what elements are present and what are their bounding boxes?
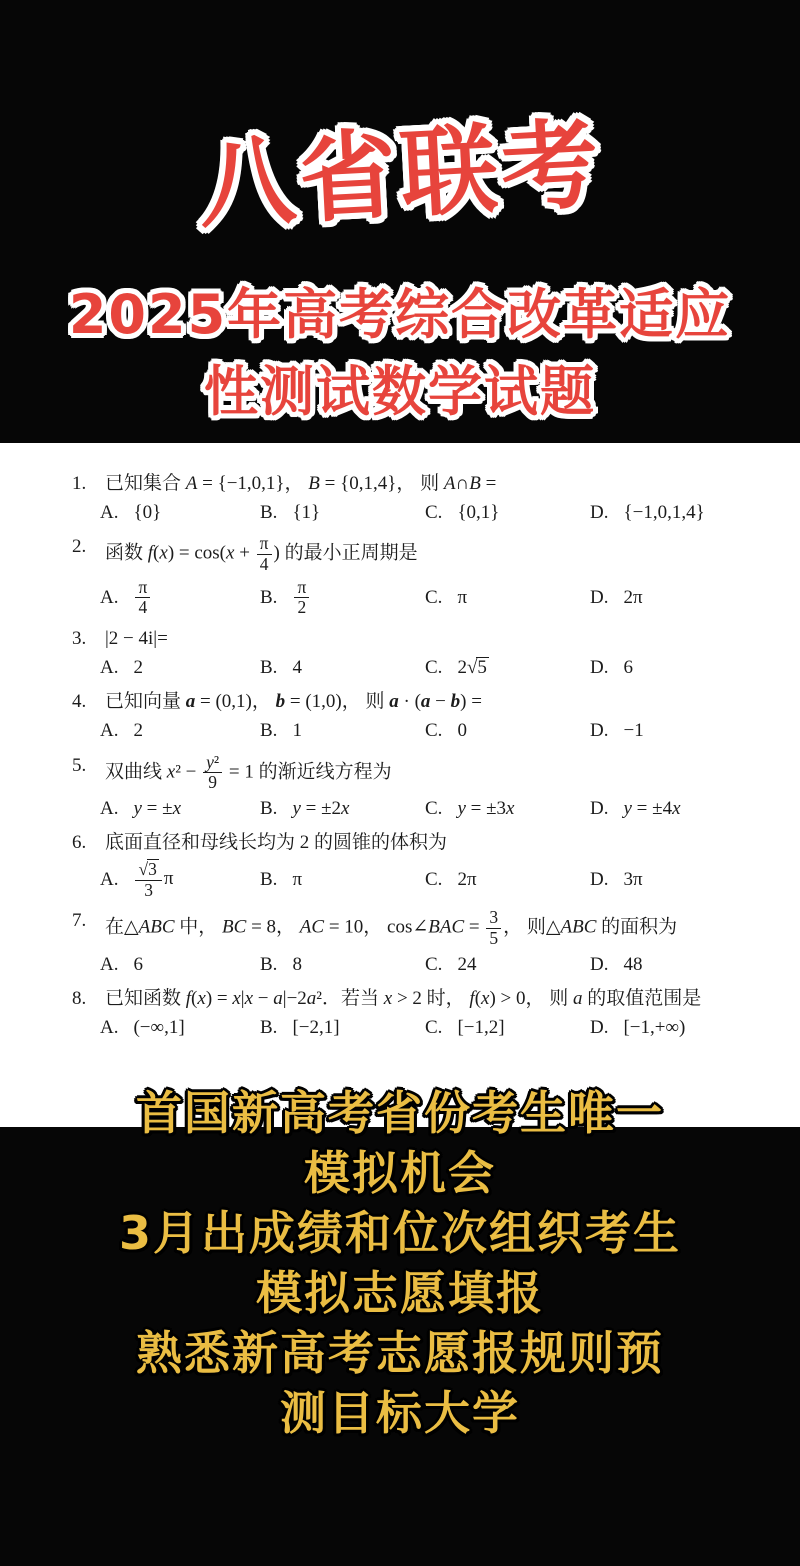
math-variable: a bbox=[573, 987, 583, 1009]
option-content: 6 bbox=[133, 953, 143, 975]
option-label: C. bbox=[425, 656, 443, 678]
math-vector: b bbox=[275, 691, 286, 713]
math-variable: AC bbox=[299, 916, 325, 938]
option bbox=[590, 718, 800, 744]
question bbox=[0, 689, 800, 744]
question-section bbox=[0, 443, 800, 1127]
question bbox=[0, 908, 800, 977]
fraction-numerator: y² bbox=[203, 753, 222, 774]
option-label: C. bbox=[425, 502, 443, 524]
fraction bbox=[135, 859, 161, 900]
fraction-numerator: π bbox=[135, 578, 150, 599]
option-content: {0} bbox=[133, 502, 162, 524]
option-content: 6 bbox=[623, 656, 633, 678]
math-variable: f bbox=[469, 987, 475, 1009]
math-variable: x bbox=[197, 987, 206, 1009]
option bbox=[260, 500, 425, 526]
option-content: −1 bbox=[623, 720, 644, 742]
math-vector: a bbox=[185, 691, 196, 713]
option-row bbox=[0, 859, 800, 900]
fraction-denominator: 4 bbox=[138, 597, 148, 618]
option-label: B. bbox=[260, 868, 278, 890]
option-content: π bbox=[292, 868, 303, 890]
math-variable: y bbox=[623, 797, 632, 819]
footer-caption-line: 熟悉新高考志愿报规则预 bbox=[136, 1326, 664, 1380]
option bbox=[590, 796, 800, 822]
option bbox=[100, 859, 260, 900]
math-variable: A bbox=[185, 473, 198, 494]
question-text: 函数 f(x) = cos(x + $\frac{\pi}{4}$ ) 的最小正周期是 bbox=[105, 533, 418, 575]
option-label: C. bbox=[425, 720, 443, 742]
option-content: 1 bbox=[292, 720, 302, 742]
fraction-denominator: 4 bbox=[259, 554, 269, 575]
option-row bbox=[0, 796, 800, 822]
fraction bbox=[203, 753, 222, 793]
option bbox=[590, 859, 800, 900]
option-content: π bbox=[457, 586, 468, 608]
math-variable: f bbox=[147, 542, 154, 564]
math-variable: x bbox=[481, 987, 490, 1009]
option-content: 2π bbox=[623, 586, 643, 608]
math-variable: x bbox=[672, 797, 681, 819]
option-content bbox=[292, 578, 311, 618]
poster-subtitle-line2: 性测试数学试题 bbox=[204, 360, 596, 423]
question-list bbox=[0, 471, 800, 1041]
option bbox=[425, 655, 590, 681]
option-label: A. bbox=[100, 586, 119, 608]
option-content: y = ±4x bbox=[623, 797, 681, 819]
question-stem bbox=[0, 830, 800, 856]
poster-title: 八省联考 bbox=[195, 107, 606, 242]
option bbox=[425, 1015, 590, 1041]
option-content: 8 bbox=[292, 953, 302, 975]
option-label: B. bbox=[260, 586, 278, 608]
radical-sign: √ bbox=[138, 859, 149, 880]
question-stem bbox=[0, 626, 800, 652]
option bbox=[590, 655, 800, 681]
option-content: [−1,+∞) bbox=[623, 1016, 686, 1038]
fraction bbox=[257, 534, 272, 574]
question bbox=[0, 830, 800, 900]
math-variable: A bbox=[443, 473, 456, 494]
option bbox=[425, 500, 590, 526]
math-variable: y bbox=[292, 797, 301, 819]
option-label: C. bbox=[425, 953, 443, 975]
question-number: 4. bbox=[72, 691, 87, 713]
option bbox=[100, 655, 260, 681]
option-label: C. bbox=[425, 586, 443, 608]
question-text: 底面直径和母线长均为 2 的圆锥的体积为 bbox=[105, 832, 448, 853]
question bbox=[0, 534, 800, 617]
question-text: 双曲线 x² − $\frac{\text{y²}}{9}$ = 1 的渐近线方程为 bbox=[105, 751, 392, 793]
option bbox=[425, 859, 590, 900]
footer-caption-line: 模拟机会 bbox=[304, 1146, 496, 1200]
option bbox=[100, 796, 260, 822]
fraction-denominator: 5 bbox=[489, 927, 499, 948]
option-label: B. bbox=[260, 953, 278, 975]
option-label: A. bbox=[100, 868, 119, 890]
question-number: 6. bbox=[72, 832, 87, 853]
option-content: 48 bbox=[623, 953, 643, 975]
radical-sign: √ bbox=[466, 656, 478, 678]
option-content: (−∞,1] bbox=[133, 1016, 185, 1038]
option-row bbox=[0, 655, 800, 681]
option-label: C. bbox=[425, 1016, 443, 1038]
option bbox=[590, 1015, 800, 1041]
math-variable: a bbox=[306, 987, 317, 1009]
radicand: 5 bbox=[477, 656, 487, 678]
option-label: D. bbox=[590, 953, 609, 975]
option-content: 24 bbox=[457, 953, 477, 975]
math-variable: B bbox=[469, 473, 481, 494]
option-label: A. bbox=[100, 1016, 119, 1038]
math-variable: f bbox=[185, 987, 192, 1009]
question-text: 已知向量 a = (0,1)， b = (1,0)， 则 a · (a − b) = bbox=[105, 691, 482, 713]
option-content: 2 bbox=[133, 656, 143, 678]
fraction-numerator: π bbox=[294, 578, 309, 599]
math-variable: y bbox=[133, 797, 142, 819]
option bbox=[100, 578, 260, 618]
option-content: 0 bbox=[457, 720, 467, 742]
math-variable: x bbox=[232, 987, 241, 1009]
question bbox=[0, 626, 800, 681]
fraction-denominator: 9 bbox=[208, 772, 217, 793]
math-variable: y bbox=[457, 797, 466, 819]
footer-caption-line: 测目标大学 bbox=[280, 1386, 520, 1440]
option bbox=[260, 1015, 425, 1041]
option-label: B. bbox=[260, 720, 278, 742]
math-variable: x bbox=[172, 797, 182, 819]
footer-caption-line: 首国新高考省份考生唯一 bbox=[136, 1086, 664, 1140]
option bbox=[260, 859, 425, 900]
option-label: A. bbox=[100, 797, 119, 819]
option bbox=[260, 796, 425, 822]
option-content: y = ±3x bbox=[457, 797, 515, 819]
question-number: 8. bbox=[72, 987, 87, 1009]
footer-caption-line: 3月出成绩和位次组织考生 bbox=[118, 1206, 681, 1260]
poster-subtitle-line1: 2025年高考综合改革适应 bbox=[68, 283, 732, 346]
question-text: 在△ABC 中， BC = 8， AC = 10， cos∠BAC = $\frac{3}{5}$ ， 则△ABC 的面积为 bbox=[105, 907, 678, 948]
option bbox=[425, 578, 590, 618]
footer-caption-line: 模拟志愿填报 bbox=[256, 1266, 544, 1320]
math-variable: a bbox=[273, 987, 283, 1009]
question bbox=[0, 986, 800, 1041]
poster-header bbox=[0, 0, 800, 443]
option-row bbox=[0, 578, 800, 618]
option bbox=[260, 655, 425, 681]
fraction-numerator: 3 bbox=[486, 908, 501, 929]
option-content: {0,1} bbox=[457, 502, 500, 524]
option-label: A. bbox=[100, 953, 119, 975]
option-label: A. bbox=[100, 720, 119, 742]
fraction-denominator: 3 bbox=[144, 879, 154, 900]
math-variable: ABC bbox=[138, 916, 175, 938]
fraction-numerator bbox=[135, 859, 161, 881]
option bbox=[590, 500, 800, 526]
question-stem bbox=[0, 471, 800, 497]
option-content: y = ±2x bbox=[292, 797, 350, 819]
question-number: 7. bbox=[72, 910, 87, 932]
option-label: D. bbox=[590, 502, 609, 524]
option-content: 4 bbox=[292, 656, 302, 678]
option-label: D. bbox=[590, 1016, 609, 1038]
option-content: y = ±x bbox=[133, 797, 182, 819]
option-label: B. bbox=[260, 502, 278, 524]
option-label: B. bbox=[260, 1016, 278, 1038]
option-content: [−1,2] bbox=[457, 1016, 505, 1038]
question-stem bbox=[0, 753, 800, 793]
option-label: D. bbox=[590, 656, 609, 678]
question-number: 2. bbox=[72, 536, 87, 558]
option-label: D. bbox=[590, 868, 609, 890]
option bbox=[260, 952, 425, 978]
math-variable: x bbox=[244, 987, 254, 1009]
option bbox=[260, 718, 425, 744]
option-row bbox=[0, 1015, 800, 1041]
question-stem bbox=[0, 689, 800, 715]
option-label: D. bbox=[590, 586, 609, 608]
option bbox=[590, 578, 800, 618]
question-text: |2 − 4i|= bbox=[105, 627, 168, 649]
math-variable: x bbox=[159, 542, 168, 564]
square-root bbox=[138, 859, 158, 880]
option-content: 3π bbox=[623, 868, 643, 890]
option-content: 2√5 bbox=[457, 655, 488, 681]
question-number: 5. bbox=[72, 754, 87, 776]
fraction bbox=[486, 908, 501, 948]
math-variable: x bbox=[506, 797, 515, 819]
math-variable: x bbox=[226, 542, 235, 564]
question bbox=[0, 753, 800, 822]
option-row bbox=[0, 952, 800, 978]
radicand: 3 bbox=[148, 859, 157, 880]
fraction bbox=[135, 578, 150, 618]
square-root bbox=[467, 655, 489, 681]
option bbox=[425, 952, 590, 978]
option bbox=[100, 1015, 260, 1041]
fraction bbox=[294, 578, 309, 618]
option-label: B. bbox=[260, 797, 278, 819]
option-content: 2π bbox=[457, 868, 477, 890]
option-content: [−2,1] bbox=[292, 1016, 340, 1038]
question bbox=[0, 471, 800, 526]
option-label: B. bbox=[260, 656, 278, 678]
option bbox=[590, 952, 800, 978]
option bbox=[100, 500, 260, 526]
option-label: C. bbox=[425, 868, 443, 890]
option-label: A. bbox=[100, 502, 119, 524]
option-content bbox=[133, 578, 152, 618]
math-variable: B bbox=[308, 473, 320, 494]
option-content: $\frac{√3}{3}$ π bbox=[133, 859, 173, 900]
option-label: D. bbox=[590, 797, 609, 819]
option-label: C. bbox=[425, 797, 443, 819]
math-vector: a bbox=[389, 691, 399, 713]
question-number: 1. bbox=[72, 473, 87, 494]
question-text: 已知函数 f(x) = x|x − a|−2a²．若当 x > 2 时， f(x) > 0， 则 a 的取值范围是 bbox=[105, 987, 702, 1009]
option-label: A. bbox=[100, 656, 119, 678]
question-stem bbox=[0, 986, 800, 1012]
option-content: {−1,0,1,4} bbox=[623, 502, 705, 524]
math-variable: BC bbox=[222, 916, 247, 938]
math-vector: b bbox=[450, 691, 461, 713]
question-number: 3. bbox=[72, 627, 87, 649]
math-variable: x bbox=[341, 797, 350, 819]
poster-footer bbox=[0, 1086, 800, 1566]
math-vector: a bbox=[420, 691, 431, 713]
fraction-numerator: π bbox=[257, 534, 272, 555]
option bbox=[425, 718, 590, 744]
question-text: 已知集合 A = {−1,0,1}， B = {0,1,4}， 则 A∩B = bbox=[105, 473, 497, 494]
fraction-denominator: 2 bbox=[297, 597, 307, 618]
question-stem bbox=[0, 908, 800, 948]
math-variable: x bbox=[166, 761, 176, 783]
question-stem bbox=[0, 534, 800, 574]
option-content: 2 bbox=[133, 720, 143, 742]
option bbox=[425, 796, 590, 822]
math-variable: ABC bbox=[560, 916, 597, 938]
option-row bbox=[0, 500, 800, 526]
option-label: D. bbox=[590, 720, 609, 742]
footer-caption bbox=[0, 1083, 800, 1443]
option bbox=[100, 952, 260, 978]
math-variable: y bbox=[206, 751, 214, 772]
option bbox=[100, 718, 260, 744]
option-content: {1} bbox=[292, 502, 321, 524]
math-variable: BAC bbox=[428, 916, 465, 938]
option-row bbox=[0, 718, 800, 744]
option bbox=[260, 578, 425, 618]
math-variable: x bbox=[383, 987, 393, 1009]
